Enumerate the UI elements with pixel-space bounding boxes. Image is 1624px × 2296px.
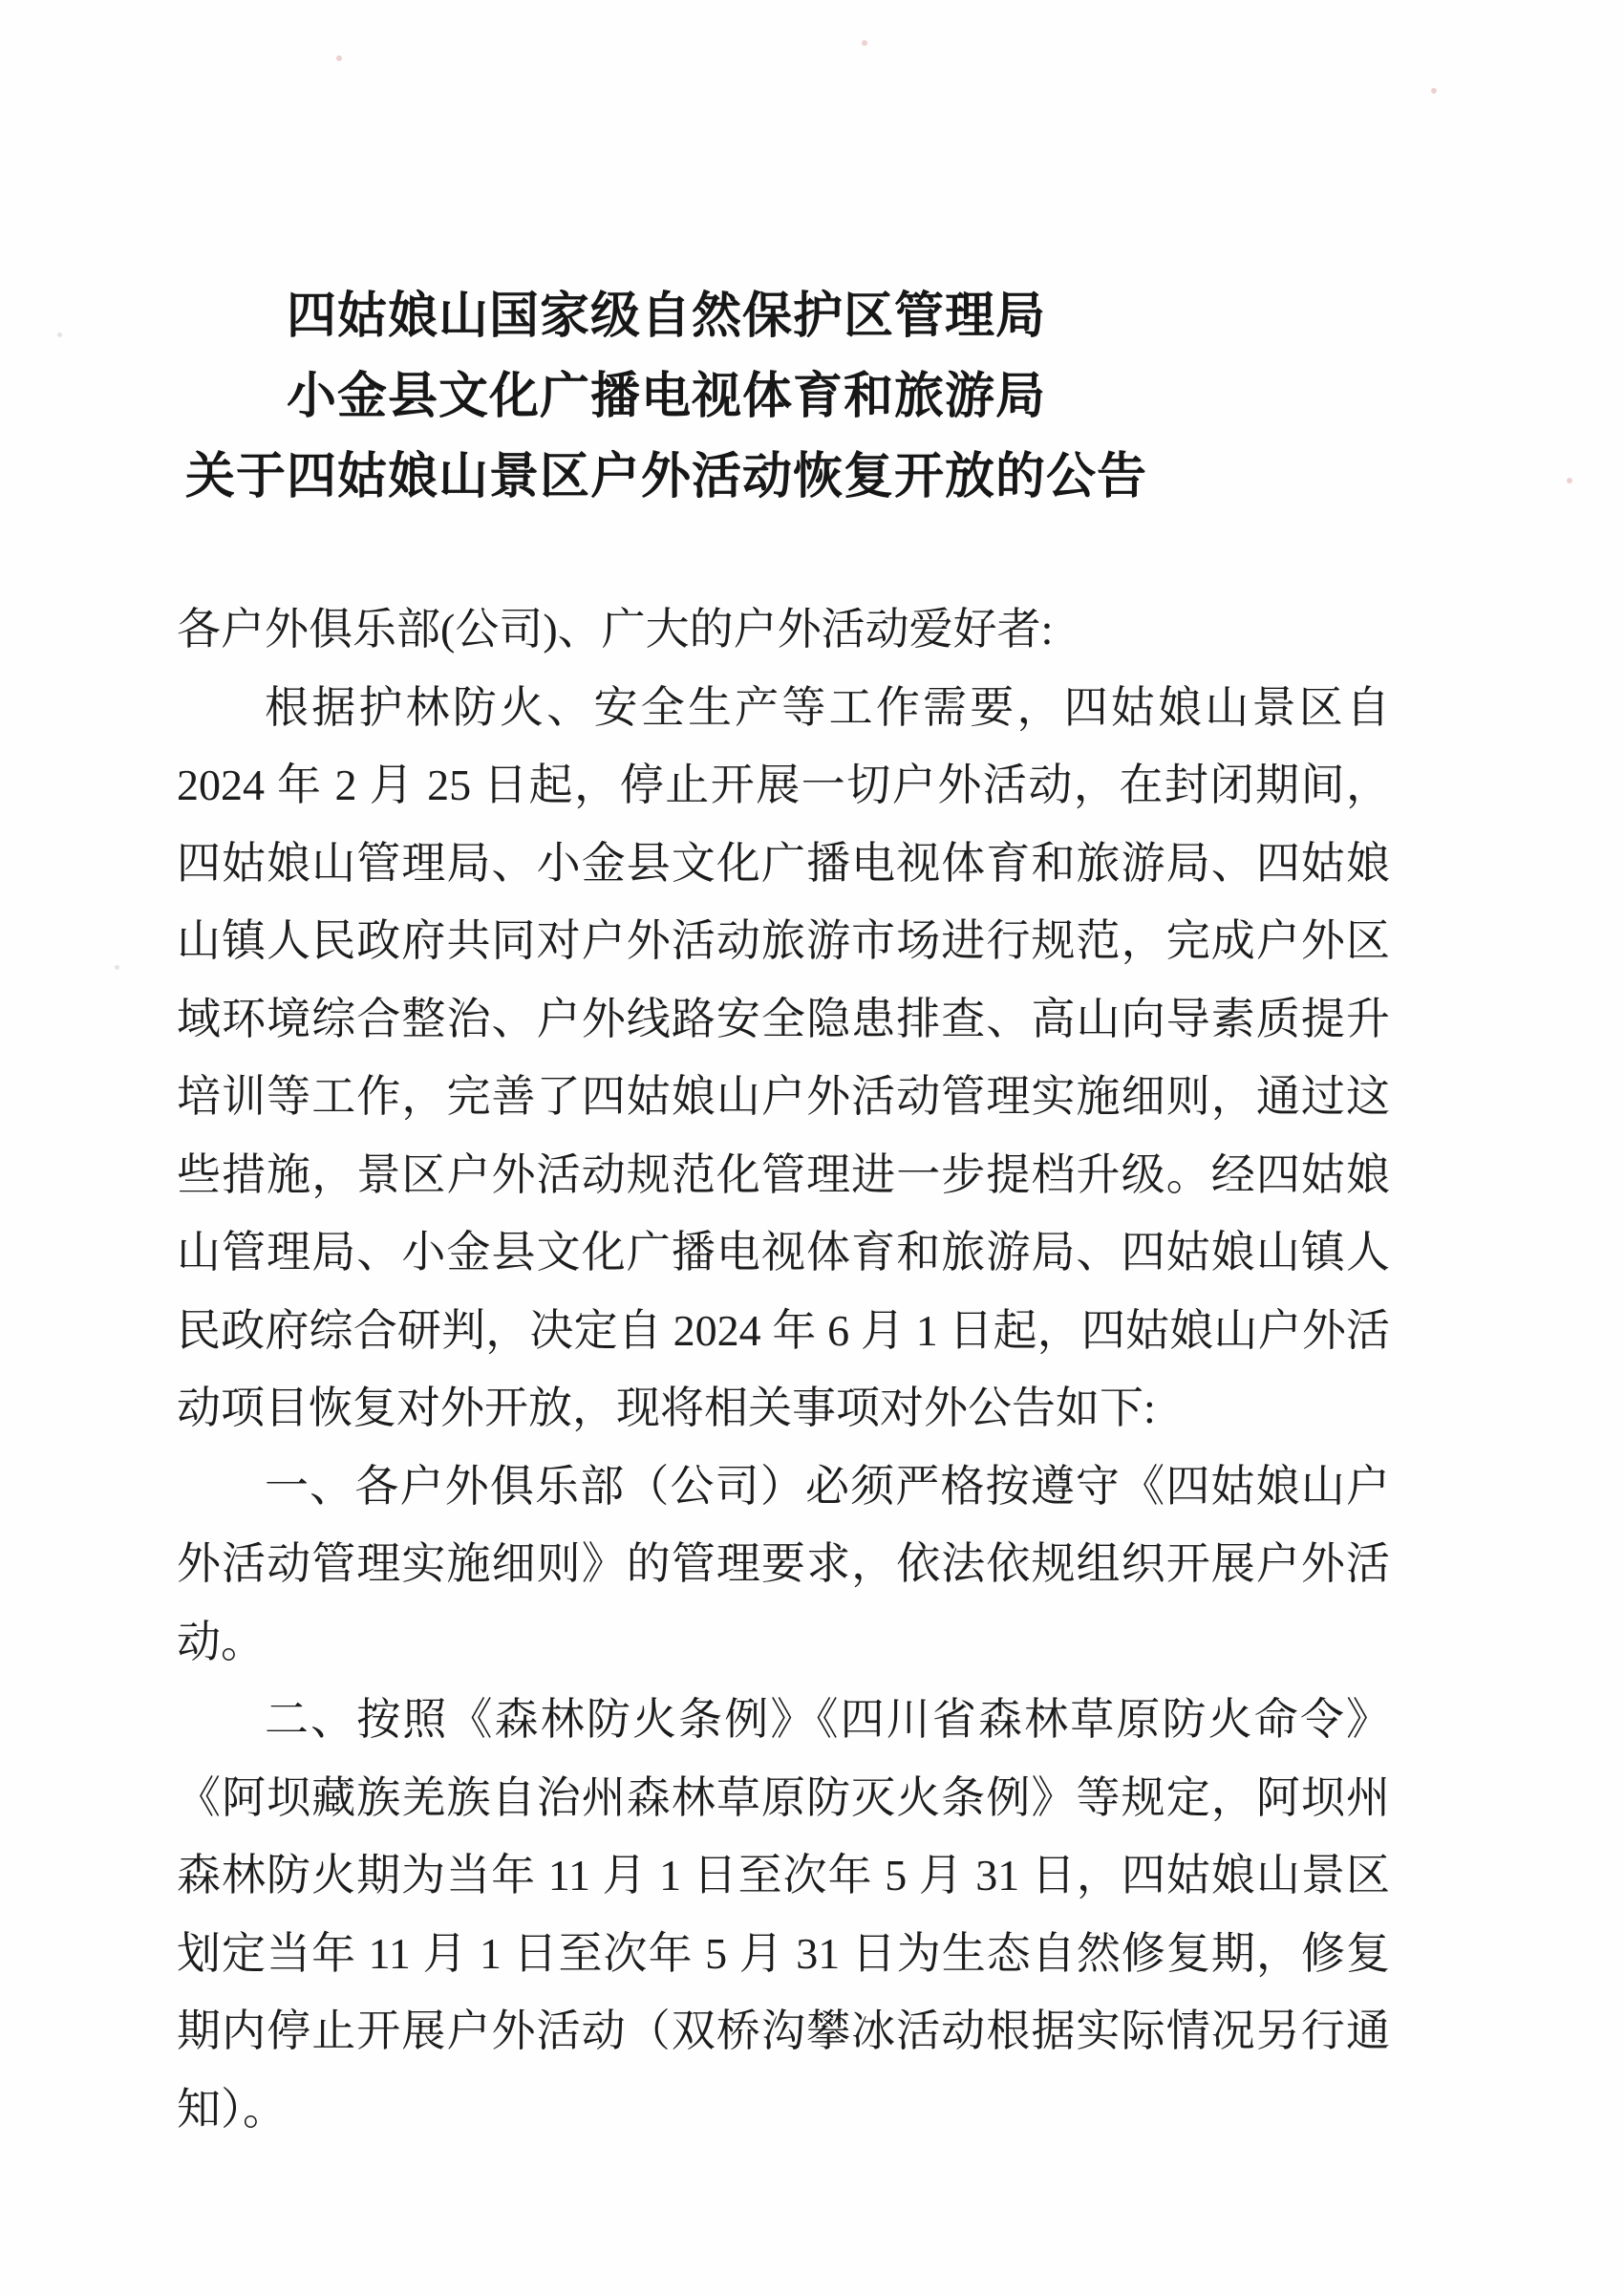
scan-speck [1567,478,1572,483]
document-body [177,590,1390,2148]
salutation: 各户外俱乐部(公司)、广大的户外活动爱好者: [177,605,1054,654]
scan-speck [336,55,342,61]
title-line-2: 小金县文化广播电视体育和旅游局 [286,370,1046,424]
scan-speck [1431,88,1437,94]
title-line-1: 四姑娘山国家级自然保护区管理局 [286,290,1046,344]
scan-speck [862,40,867,46]
paragraph-item-2: 二、按照《森林防火条例》《四川省森林草原防火命令》《阿坝藏族羌族自治州森林草原防灭火条例》等规定，阿坝州森林防火期为当年 11 月 1 日至次年 5 月 31 日，四姑娘山景区划定当年 11 月 1 日至次年 5 月 31 日为生态自然修复期，修复期内停止开展户外活动（双桥沟攀冰活动根据实际情况另行通知）。 [177,1695,1390,2134]
paragraph-item-1: 一、各户外俱乐部（公司）必须严格按遵守《四姑娘山户外活动管理实施细则》的管理要求，依法依规组织开展户外活动。 [177,1461,1390,1666]
title-line-3: 关于四姑娘山景区户外活动恢复开放的公告 [184,450,1147,504]
scan-speck [115,965,119,970]
document-title [0,277,1333,518]
paragraph-intro: 根据护林防火、安全生产等工作需要，四姑娘山景区自 2024 年 2 月 25 日起，停止开展一切户外活动，在封闭期间，四姑娘山管理局、小金县文化广播电视体育和旅游局、四姑娘山镇人民政府共同对户外活动旅游市场进行规范，完成户外区域环境综合整治、户外线路安全隐患排查、高山向导素质提升培训等工作，完善了四姑娘山户外活动管理实施细则，通过这些措施，景区户外活动规范化管理进一步提档升级。经四姑娘山管理局、小金县文化广播电视体育和旅游局、四姑娘山镇人民政府综合研判，决定自 2024 年 6 月 1 日起，四姑娘山户外活动项目恢复对外开放，现将相关事项对外公告如下: [177,682,1390,1432]
